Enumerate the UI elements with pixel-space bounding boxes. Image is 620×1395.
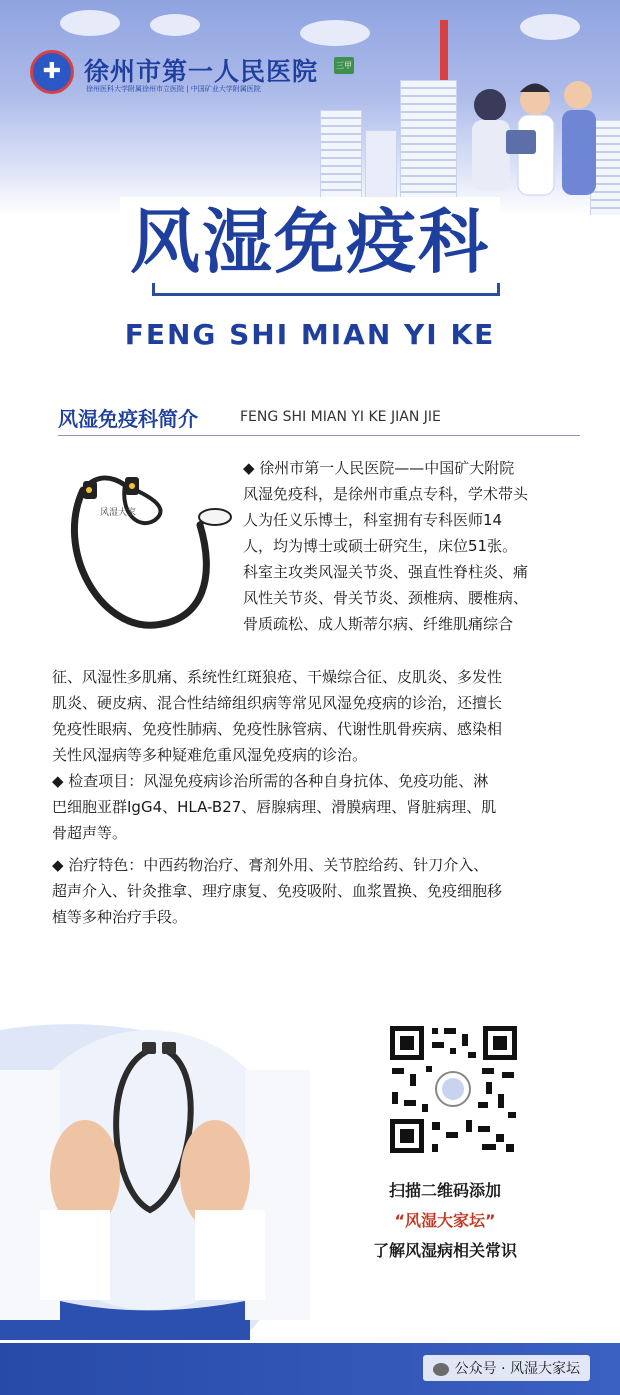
exam-items-line: 骨超声等。	[52, 824, 128, 842]
stethoscope-label: 风湿大家	[100, 508, 137, 518]
treatment-line: 超声介入、针灸推拿、理疗康复、免疫吸附、血浆置换、免疫细胞移	[52, 882, 503, 900]
intro-line: 征、风湿性多肌痛、系统性红斑狼疮、干燥综合征、皮肌炎、多发性	[52, 668, 503, 686]
intro-line: 人，均为博士或硕士研究生，床位51张。	[243, 537, 518, 555]
intro-line: 骨质疏松、成人斯蒂尔病、纤维肌痛综合	[243, 615, 514, 633]
hospital-affiliation: 徐州医科大学附属徐州市立医院 | 中国矿业大学附属医院	[86, 85, 261, 93]
intro-line: 关性风湿病等多种疑难危重风湿免疫病的诊治。	[52, 746, 368, 764]
section-heading: 风湿免疫科简介	[58, 407, 198, 431]
cloud-decoration	[60, 10, 120, 36]
intro-line: 风湿免疫科，是徐州市重点专科，学术带头	[243, 485, 529, 503]
doctor-hands-stethoscope-image	[0, 1010, 310, 1340]
qr-caption: 扫描二维码添加	[388, 1181, 501, 1200]
building-decoration	[400, 80, 457, 215]
page-title-pinyin: FENG SHI MIAN YI KE	[124, 318, 496, 351]
intro-line: 人为任义乐博士，科室拥有专科医师14	[243, 511, 503, 529]
wechat-icon	[433, 1363, 449, 1376]
qr-caption-account: “风湿大家坛”	[394, 1211, 496, 1230]
hospital-grade-badge: 三甲	[334, 57, 354, 74]
cloud-decoration	[520, 14, 580, 40]
hospital-name: 徐州市第一人民医院	[84, 57, 319, 86]
cloud-decoration	[150, 14, 200, 36]
medical-staff-illustration	[460, 70, 610, 210]
cloud-decoration	[300, 20, 370, 46]
page-title: 风湿免疫科	[130, 201, 490, 283]
hospital-logo: ✚	[30, 50, 74, 94]
intro-line: 免疫性眼病、免疫性肺病、免疫性脉管病、代谢性肌骨疾病、感染相	[52, 720, 503, 738]
treatment-line: ◆ 治疗特色：中西药物治疗、膏剂外用、关节腔给药、针刀介入、	[52, 856, 489, 874]
exam-items-line: ◆ 检查项目：风湿免疫病诊治所需的各种自身抗体、免疫功能、淋	[52, 772, 489, 790]
intro-line: 肌炎、硬皮病、混合性结缔组织病等常见风湿免疫病的诊治，还擅长	[52, 694, 503, 712]
qr-code[interactable]	[386, 1022, 521, 1157]
section-divider	[58, 435, 580, 436]
tower-decoration	[440, 20, 448, 80]
footer-account-label: 公众号 · 风湿大家坛	[454, 1361, 580, 1377]
treatment-line: 植等多种治疗手段。	[52, 908, 188, 926]
exam-items-line: 巴细胞亚群IgG4、HLA-B27、唇腺病理、滑膜病理、肾脏病理、肌	[52, 798, 497, 816]
intro-line: 风性关节炎、骨关节炎、颈椎病、腰椎病、	[243, 589, 529, 607]
intro-line: 科室主攻类风湿关节炎、强直性脊柱炎、痛	[243, 563, 529, 581]
section-heading-pinyin: FENG SHI MIAN YI KE JIAN JIE	[240, 409, 441, 425]
footer-account[interactable]	[423, 1355, 590, 1381]
header-banner	[0, 0, 620, 215]
qr-caption: 了解风湿病相关常识	[372, 1241, 517, 1260]
intro-line: ◆ 徐州市第一人民医院——中国矿大附院	[243, 459, 515, 477]
stethoscope-icon	[55, 455, 240, 640]
